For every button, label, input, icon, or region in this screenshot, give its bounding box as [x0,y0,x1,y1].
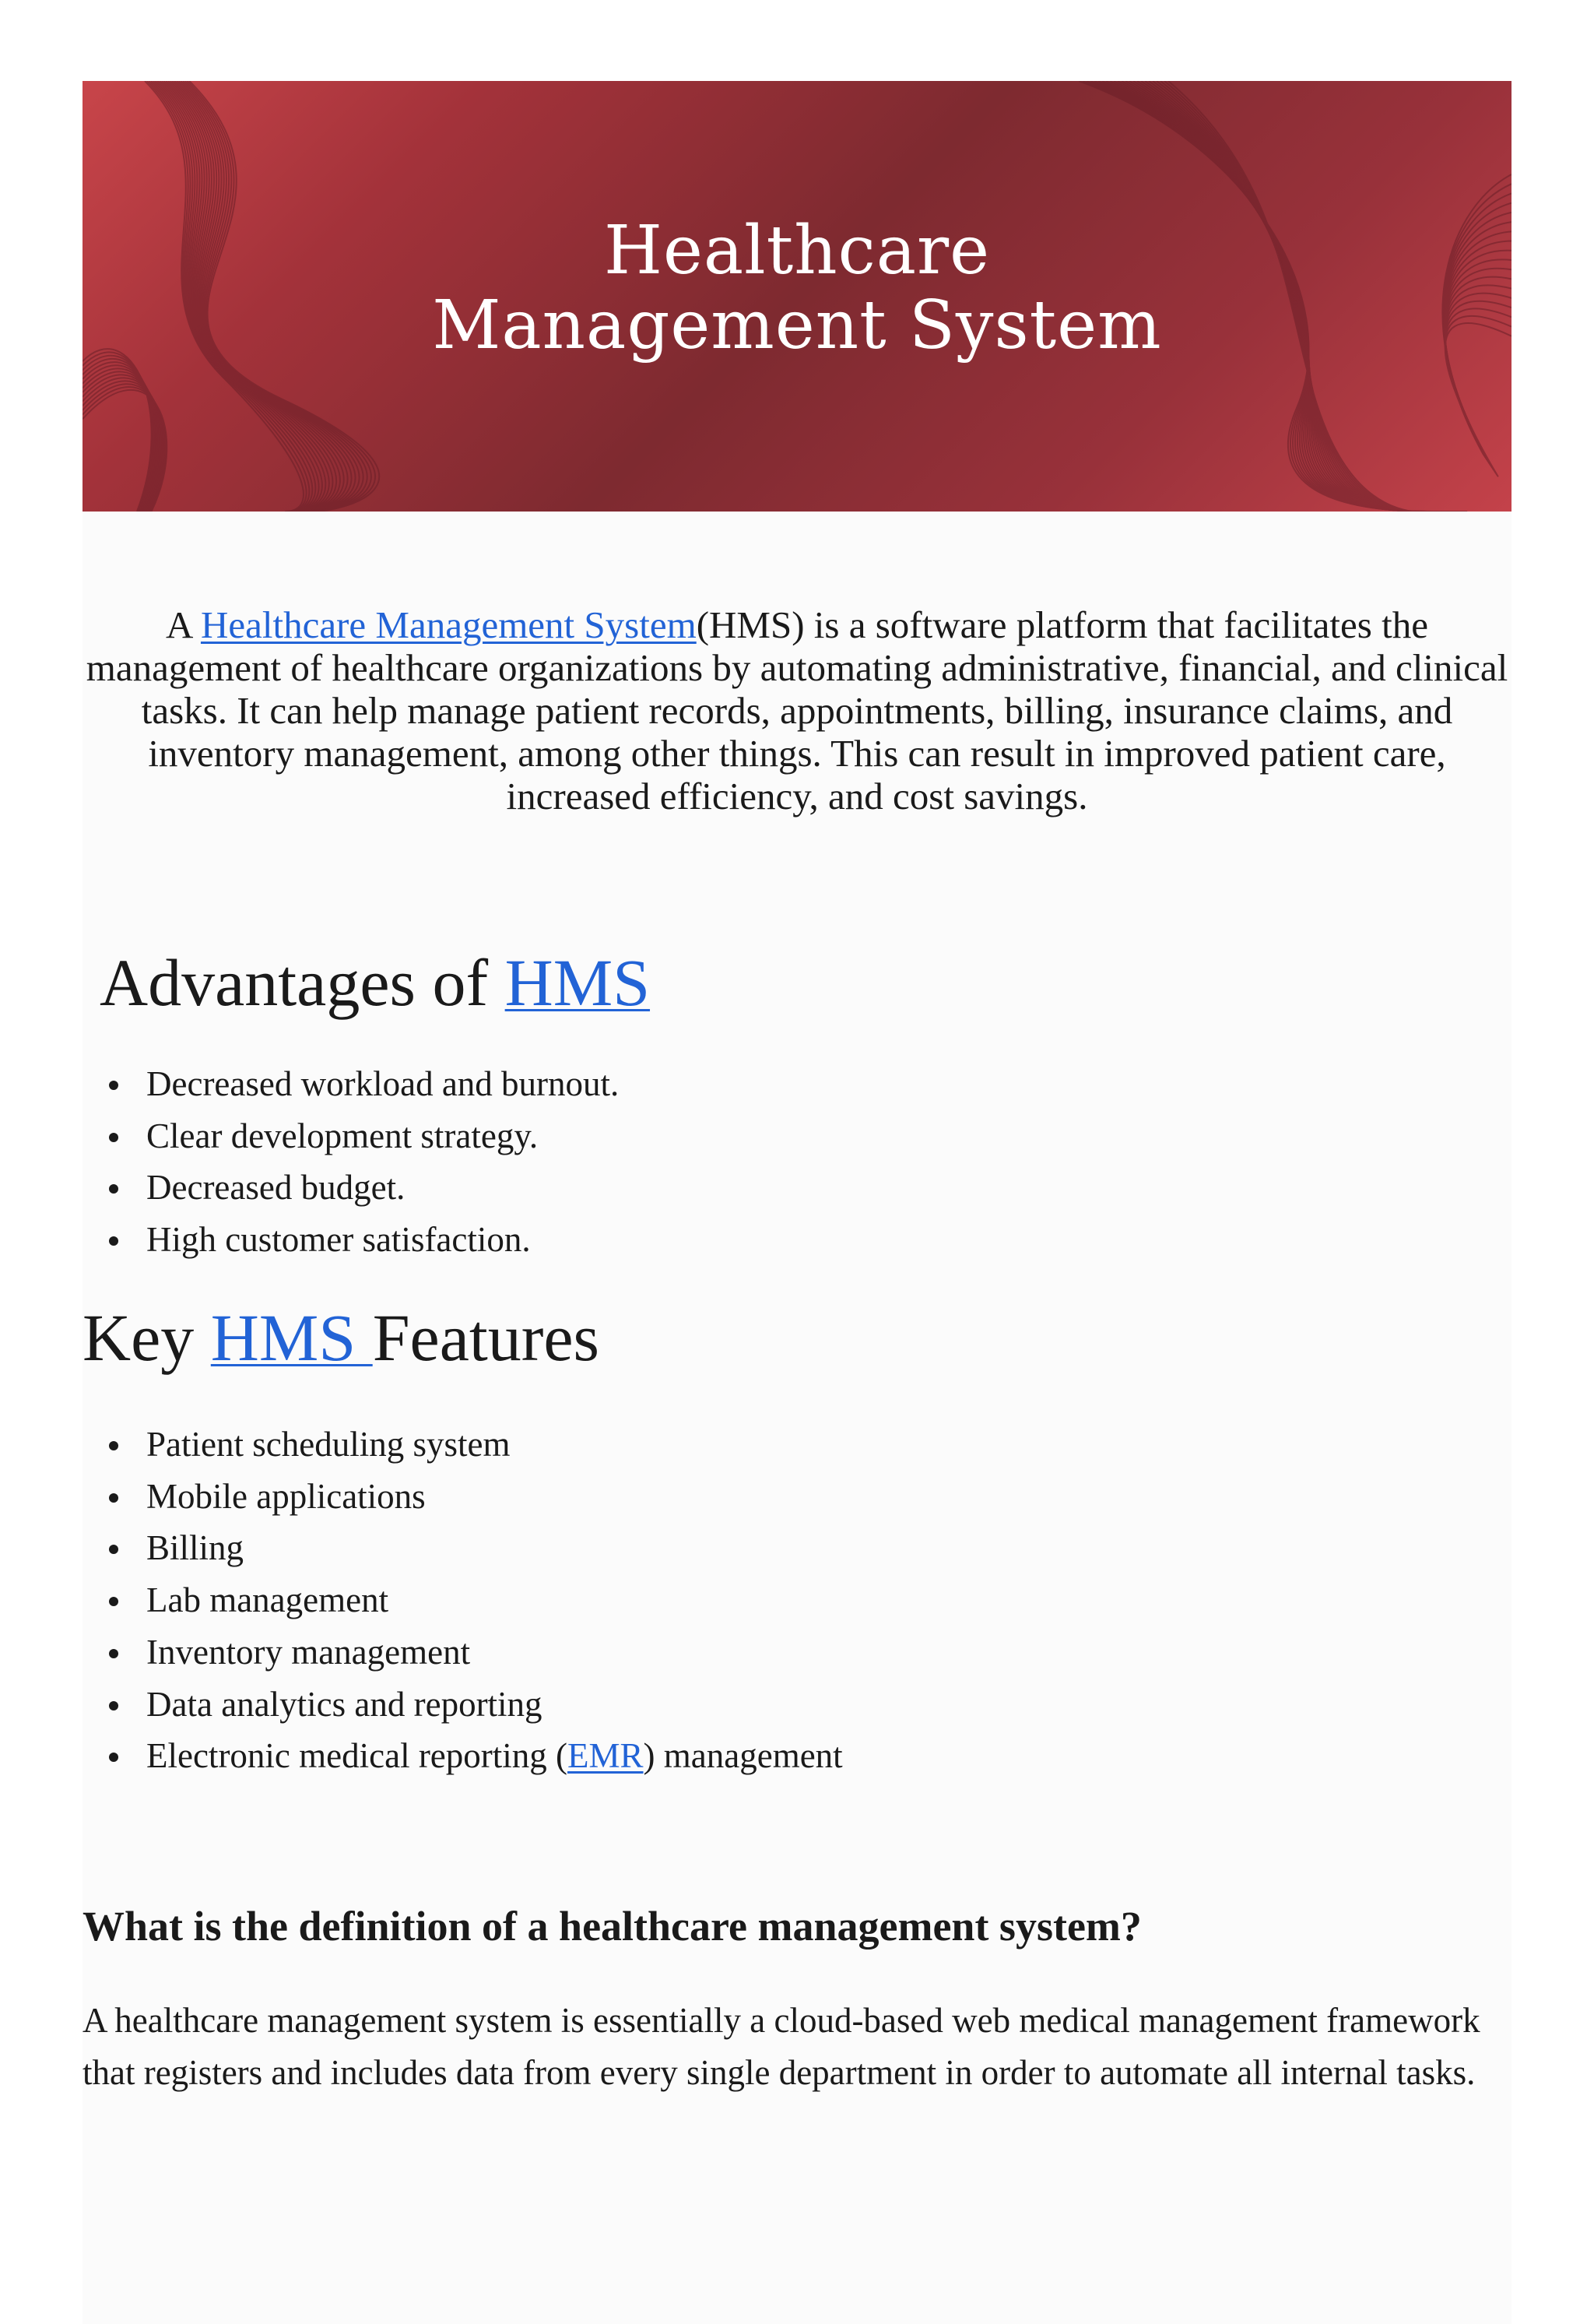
list-item-text: Mobile applications [146,1476,426,1516]
features-hms-link[interactable]: HMS [210,1300,373,1375]
list-item-text: Patient scheduling system [146,1425,511,1464]
list-item [83,1626,843,1679]
bullet-icon [109,1597,118,1606]
advantages-heading [100,944,650,1021]
features-list [83,1419,843,1782]
faq-answer: A healthcare management system is essentially a cloud-based web medical management framework that registers and includes data from every single department in order to automate all internal tasks. [83,2001,1480,2092]
intro-prefix: A [166,603,201,646]
emr-link[interactable]: EMR [567,1736,644,1776]
list-item [83,1730,843,1782]
list-item [83,1574,843,1626]
list-item-text-suffix: ) management [643,1736,843,1776]
list-item [83,1058,619,1110]
list-item-text-prefix: Electronic medical reporting ( [146,1736,568,1776]
list-item [83,1679,843,1731]
bullet-icon [109,1184,118,1194]
list-item-text: Billing [146,1528,244,1568]
list-item [83,1214,619,1266]
bullet-icon [109,1236,118,1246]
page-title [83,213,1511,363]
bullet-icon [109,1081,118,1090]
features-heading-suffix: Features [372,1300,600,1375]
intro-paragraph [83,603,1511,817]
features-heading [83,1299,599,1376]
advantages-heading-text: Advantages of [100,945,505,1020]
bullet-icon [109,1441,118,1450]
bullet-icon [109,1649,118,1658]
list-item [83,1110,619,1162]
bullet-icon [109,1701,118,1710]
advantages-list [83,1058,619,1266]
list-item [83,1419,843,1471]
list-item-text: Lab management [146,1580,389,1620]
bullet-icon [109,1493,118,1503]
intro-text: (HMS) is a software platform that facilitates the management of healthcare organizations by automating administrative, financial, and clinical tasks. It can help manage patient records, appointments, billing, insurance claims, and inventory management, among other things. This can result in improved patient care, increased efficiency, and cost savings. [86,603,1508,817]
bullet-icon [109,1753,118,1762]
list-item-text: Clear development strategy. [146,1116,539,1155]
page-title-line-2: Management System [432,287,1162,364]
list-item-text: Decreased workload and burnout. [146,1064,620,1103]
features-heading-prefix: Key [83,1300,211,1375]
list-item [83,1471,843,1523]
list-item [83,1162,619,1214]
list-item-text: High customer satisfaction. [146,1220,531,1260]
list-item-text: Decreased budget. [146,1168,406,1208]
hms-link[interactable]: Healthcare Management System [200,603,697,646]
page-title-line-1: Healthcare [603,212,991,290]
list-item-text: Data analytics and reporting [146,1684,542,1724]
bullet-icon [109,1133,118,1142]
hero-banner [83,81,1511,512]
bullet-icon [109,1545,118,1554]
advantages-hms-link[interactable]: HMS [504,945,651,1020]
list-item-text: Inventory management [146,1632,471,1672]
list-item [83,1522,843,1574]
faq-question: What is the definition of a healthcare management system? [83,1903,1142,1950]
